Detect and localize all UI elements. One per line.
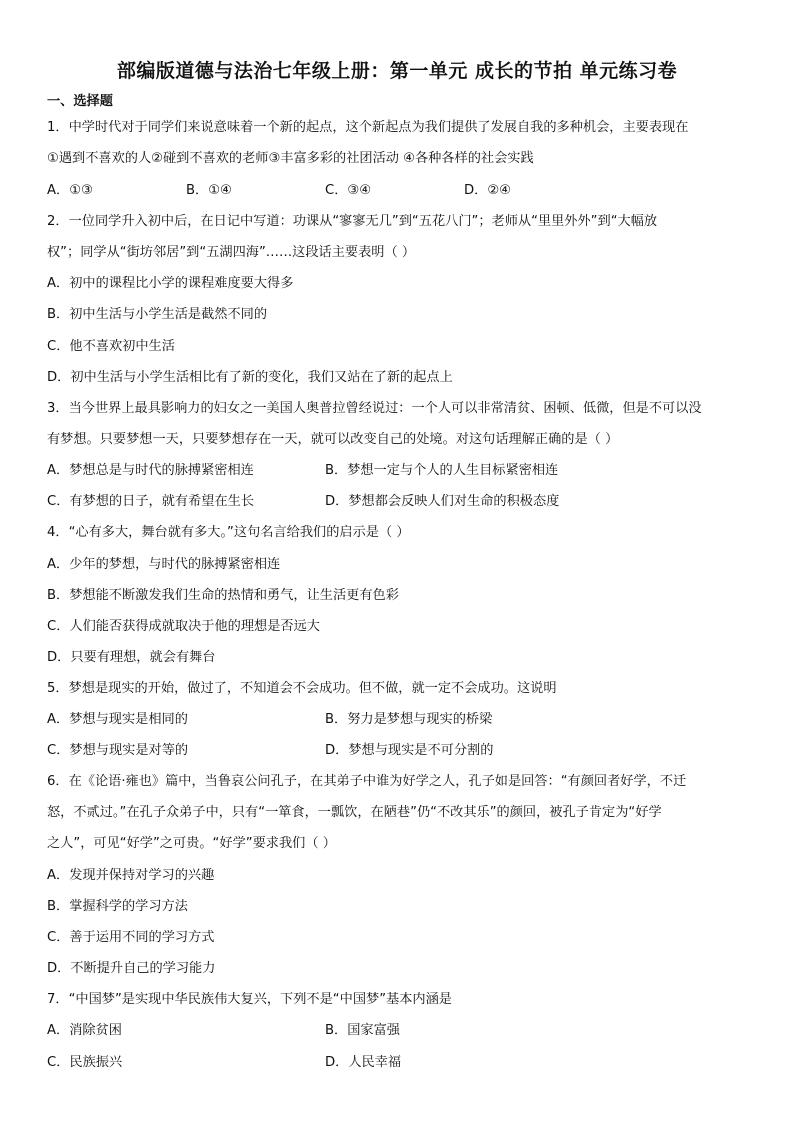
question-3-option-b: B．梦想一定与个人的人生目标紧密相连 [325,463,559,478]
question-1-option-b: B．①④ [186,183,232,198]
question-6-text-line-2: 怒，不贰过。”在孔子众弟子中，只有“一箪食，一瓢饮，在陋巷”仍“不改其乐”的颜回，被孔子肯定为“好学 [47,805,662,820]
question-2-text-line-2: 权”；同学从“街坊邻居”到“五湖四海”……这段话主要表明（ ） [47,245,416,260]
question-4-option-c: C．人们能否获得成就取决于他的理想是否远大 [47,619,320,634]
question-1-option-a: A．①③ [47,183,93,198]
question-4-option-d: D．只要有理想，就会有舞台 [47,650,216,665]
question-5-option-c: C．梦想与现实是对等的 [47,743,189,758]
question-6-option-c: C．善于运用不同的学习方式 [47,930,215,945]
question-7-option-d: D．人民幸福 [325,1055,402,1070]
question-6-option-b: B．掌握科学的学习方法 [47,899,188,914]
question-4-text-line-1: 4．“心有多大，舞台就有多大。”这句名言给我们的启示是（ ） [47,525,410,540]
question-6-text-line-3: 之人”，可见“好学”之可贵。“好学”要求我们（ ） [47,836,336,851]
question-6-option-d: D．不断提升自己的学习能力 [47,961,216,976]
question-1-option-c: C．③④ [325,183,372,198]
section-heading: 一、选择题 [47,94,113,109]
question-5-option-a: A．梦想与现实是相同的 [47,712,188,727]
question-1-text-line-1: 1．中学时代对于同学们来说意味着一个新的起点，这个新起点为我们提供了发展自我的多种机会，主要表现在 [47,120,689,135]
question-7-option-b: B．国家富强 [325,1023,400,1038]
question-2-text-line-1: 2．一位同学升入初中后，在日记中写道：功课从“寥寥无几”到“五花八门”；老师从“里里外外”到“大幅放 [47,214,658,229]
question-7-option-a: A．消除贫困 [47,1023,122,1038]
question-6-option-a: A．发现并保持对学习的兴趣 [47,868,215,883]
question-3-option-d: D．梦想都会反映人们对生命的积极态度 [325,494,560,509]
question-5-option-b: B．努力是梦想与现实的桥梁 [325,712,493,727]
question-2-option-c: C．他不喜欢初中生活 [47,339,175,354]
question-2-option-d: D．初中生活与小学生活相比有了新的变化，我们又站在了新的起点上 [47,370,453,385]
question-5-option-d: D．梦想与现实是不可分割的 [325,743,494,758]
question-2-option-b: B．初中生活与小学生活是截然不同的 [47,307,268,322]
question-3-text-line-2: 有梦想。只要梦想一天，只要梦想存在一天，就可以改变自己的处境。对这句话理解正确的是（ ） [47,432,619,447]
question-3-text-line-1: 3．当今世界上最具影响力的妇女之一美国人奥普拉曾经说过：一个人可以非常清贫、困顿、低微，但是不可以没 [47,401,702,416]
question-7-option-c: C．民族振兴 [47,1055,123,1070]
question-1-option-d: D．②④ [464,183,511,198]
page-title: 部编版道德与法治七年级上册：第一单元 成长的节拍 单元练习卷 [116,60,678,82]
question-6-text-line-1: 6．在《论语·雍也》篇中，当鲁哀公问孔子，在其弟子中谁为好学之人，孔子如是回答：“有颜回者好学，不迁 [47,774,687,789]
question-3-option-a: A．梦想总是与时代的脉搏紧密相连 [47,463,254,478]
question-7-text-line-1: 7．“中国梦”是实现中华民族伟大复兴，下列不是“中国梦”基本内涵是 [47,992,452,1007]
question-4-option-a: A．少年的梦想，与时代的脉搏紧密相连 [47,557,281,572]
question-4-option-b: B．梦想能不断激发我们生命的热情和勇气，让生活更有色彩 [47,588,399,603]
question-5-text-line-1: 5．梦想是现实的开始，做过了，不知道会不会成功。但不做，就一定不会成功。这说明 [47,681,557,696]
question-3-option-c: C．有梦想的日子，就有希望在生长 [47,494,255,509]
question-1-text-line-2: ①遇到不喜欢的人②碰到不喜欢的老师③丰富多彩的社团活动 ④各种各样的社会实践 [47,151,534,166]
question-2-option-a: A．初中的课程比小学的课程难度要大得多 [47,276,294,291]
